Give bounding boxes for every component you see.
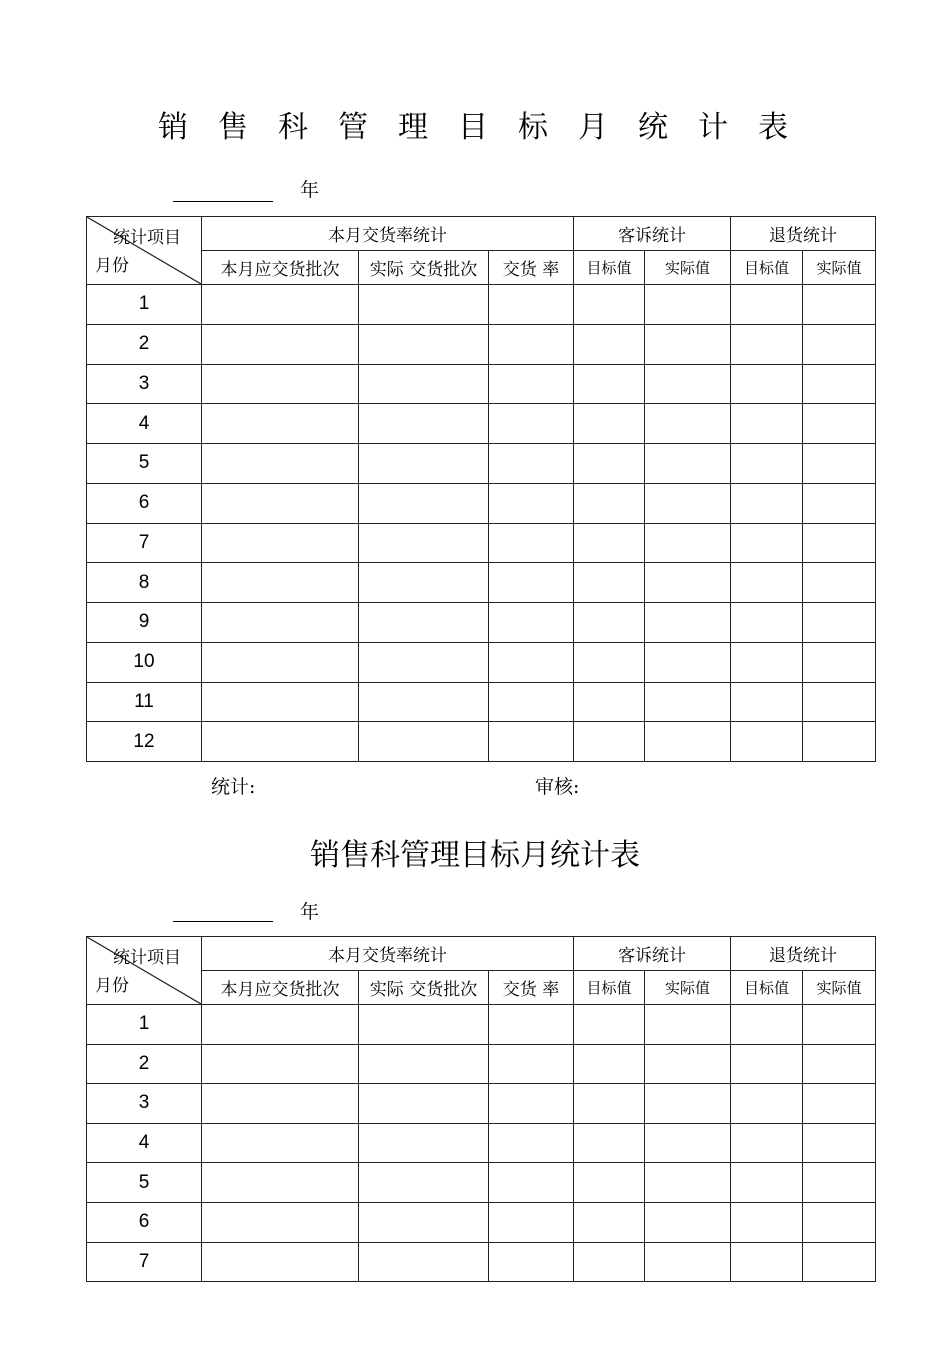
data-entry-cell[interactable] [359,404,489,444]
table-row [87,523,876,563]
data-entry-cell[interactable] [359,1202,489,1242]
data-entry-cell[interactable] [645,285,731,325]
data-entry-cell[interactable] [489,603,574,643]
data-entry-cell[interactable] [359,364,489,404]
data-entry-cell[interactable] [574,563,645,603]
month-number: 6 [87,483,202,523]
year-blank-second[interactable] [173,921,273,922]
group-return-header: 退货统计 [731,937,876,971]
data-entry-cell[interactable] [645,682,731,722]
stats-signoff-label: 统计: [211,776,256,798]
data-entry-cell[interactable] [731,722,803,762]
data-entry-cell[interactable] [803,1084,876,1124]
group-complaint-header: 客诉统计 [574,937,731,971]
diagonal-header-cell [87,937,202,1005]
table-row [87,364,876,404]
data-entry-cell[interactable] [574,444,645,484]
data-entry-cell[interactable] [359,1242,489,1282]
table-row [87,285,876,325]
data-entry-cell[interactable] [645,523,731,563]
data-entry-cell[interactable] [645,1084,731,1124]
data-entry-cell[interactable] [489,404,574,444]
data-entry-cell[interactable] [202,404,359,444]
month-number: 8 [87,563,202,603]
table-body [87,285,876,762]
data-entry-cell[interactable] [489,563,574,603]
month-number: 12 [87,722,202,762]
data-entry-cell[interactable] [803,1242,876,1282]
data-entry-cell[interactable] [202,1163,359,1203]
group-delivery-header: 本月交货率统计 [202,937,574,971]
data-entry-cell[interactable] [645,1242,731,1282]
col-planned-header: 本月应交货批次 [202,971,359,1005]
data-entry-cell[interactable] [202,722,359,762]
data-entry-cell[interactable] [803,563,876,603]
col-rate-header: 交货 率 [489,971,574,1005]
data-entry-cell[interactable] [731,603,803,643]
data-entry-cell[interactable] [202,563,359,603]
month-number: 7 [87,523,202,563]
month-number: 1 [87,1005,202,1045]
data-entry-cell[interactable] [489,1163,574,1203]
data-entry-cell[interactable] [803,483,876,523]
data-entry-cell[interactable] [645,1005,731,1045]
data-entry-cell[interactable] [731,1242,803,1282]
month-number: 2 [87,1044,202,1084]
table-row [87,483,876,523]
year-blank[interactable] [173,201,273,202]
data-entry-cell[interactable] [731,1005,803,1045]
data-entry-cell[interactable] [645,722,731,762]
year-label-second: 年 [300,901,320,923]
month-number: 11 [87,682,202,722]
data-entry-cell[interactable] [731,324,803,364]
monthly-stats-table-second [86,936,876,1282]
data-entry-cell[interactable] [803,1044,876,1084]
group-delivery-header: 本月交货率统计 [202,217,574,251]
data-entry-cell[interactable] [489,364,574,404]
data-entry-cell[interactable] [202,523,359,563]
month-number: 3 [87,364,202,404]
data-entry-cell[interactable] [359,563,489,603]
data-entry-cell[interactable] [803,364,876,404]
data-entry-cell[interactable] [489,642,574,682]
data-entry-cell[interactable] [359,603,489,643]
data-entry-cell[interactable] [645,642,731,682]
data-entry-cell[interactable] [359,523,489,563]
data-entry-cell[interactable] [489,1084,574,1124]
data-entry-cell[interactable] [574,285,645,325]
month-number: 2 [87,324,202,364]
table-row [87,1044,876,1084]
data-entry-cell[interactable] [574,1242,645,1282]
group-return-header: 退货统计 [731,217,876,251]
header-month-label: 月份 [95,256,129,276]
data-entry-cell[interactable] [574,523,645,563]
monthly-stats-table [86,216,876,762]
data-entry-cell[interactable] [731,285,803,325]
table-row [87,563,876,603]
month-number: 3 [87,1084,202,1124]
data-entry-cell[interactable] [645,1123,731,1163]
data-entry-cell[interactable] [359,1044,489,1084]
data-entry-cell[interactable] [574,1084,645,1124]
data-entry-cell[interactable] [359,1005,489,1045]
data-entry-cell[interactable] [803,1202,876,1242]
data-entry-cell[interactable] [574,483,645,523]
col-planned-header: 本月应交货批次 [202,251,359,285]
data-entry-cell[interactable] [731,1202,803,1242]
table-row [87,722,876,762]
data-entry-cell[interactable] [574,1163,645,1203]
page-title-second: 销售科管理目标月统计表 [310,838,640,873]
data-entry-cell[interactable] [645,404,731,444]
data-entry-cell[interactable] [803,444,876,484]
data-entry-cell[interactable] [489,1044,574,1084]
data-entry-cell[interactable] [803,1005,876,1045]
table-row [87,642,876,682]
data-entry-cell[interactable] [574,642,645,682]
data-entry-cell[interactable] [645,603,731,643]
table-row [87,1163,876,1203]
table-row [87,324,876,364]
data-entry-cell[interactable] [731,364,803,404]
data-entry-cell[interactable] [202,364,359,404]
data-entry-cell[interactable] [803,642,876,682]
data-entry-cell[interactable] [574,722,645,762]
data-entry-cell[interactable] [359,285,489,325]
data-entry-cell[interactable] [359,483,489,523]
data-entry-cell[interactable] [202,1005,359,1045]
data-entry-cell[interactable] [731,404,803,444]
group-complaint-header: 客诉统计 [574,217,731,251]
data-entry-cell[interactable] [359,1163,489,1203]
col-complaint-actual-header: 实际值 [645,251,731,285]
data-entry-cell[interactable] [803,1163,876,1203]
data-entry-cell[interactable] [574,404,645,444]
data-entry-cell[interactable] [803,603,876,643]
header-item-label: 统计项目 [113,948,181,968]
data-entry-cell[interactable] [645,444,731,484]
col-complaint-target-header: 目标值 [574,971,645,1005]
page-title: 销售科管理目标月统计表 [158,110,818,145]
data-entry-cell[interactable] [574,682,645,722]
month-number: 9 [87,603,202,643]
data-entry-cell[interactable] [359,642,489,682]
data-entry-cell[interactable] [574,1044,645,1084]
data-entry-cell[interactable] [202,483,359,523]
data-entry-cell[interactable] [202,285,359,325]
data-entry-cell[interactable] [359,682,489,722]
month-number: 5 [87,444,202,484]
data-entry-cell[interactable] [202,444,359,484]
data-entry-cell[interactable] [803,1123,876,1163]
data-entry-cell[interactable] [803,324,876,364]
col-return-actual-header: 实际值 [803,251,876,285]
data-entry-cell[interactable] [574,364,645,404]
data-entry-cell[interactable] [359,1084,489,1124]
month-number: 4 [87,404,202,444]
table-row [87,1123,876,1163]
month-number: 5 [87,1163,202,1203]
data-entry-cell[interactable] [731,1123,803,1163]
data-entry-cell[interactable] [489,483,574,523]
data-entry-cell[interactable] [803,682,876,722]
diagonal-header-cell [87,217,202,285]
data-entry-cell[interactable] [574,1202,645,1242]
table-row [87,444,876,484]
table-row [87,1202,876,1242]
data-entry-cell[interactable] [645,324,731,364]
data-entry-cell[interactable] [803,404,876,444]
data-entry-cell[interactable] [574,1005,645,1045]
table-row [87,404,876,444]
data-entry-cell[interactable] [645,1163,731,1203]
month-number: 4 [87,1123,202,1163]
month-number: 1 [87,285,202,325]
data-entry-cell[interactable] [645,483,731,523]
col-actual-batches-header: 实际 交货批次 [359,251,489,285]
data-entry-cell[interactable] [731,483,803,523]
data-entry-cell[interactable] [645,1202,731,1242]
data-entry-cell[interactable] [574,1123,645,1163]
data-entry-cell[interactable] [731,1044,803,1084]
col-return-target-header: 目标值 [731,251,803,285]
data-entry-cell[interactable] [574,603,645,643]
col-return-target-header: 目标值 [731,971,803,1005]
col-actual-batches-header: 实际 交货批次 [359,971,489,1005]
data-entry-cell[interactable] [645,1044,731,1084]
data-entry-cell[interactable] [489,1005,574,1045]
table-row [87,1084,876,1124]
data-entry-cell[interactable] [803,722,876,762]
data-entry-cell[interactable] [489,682,574,722]
data-entry-cell[interactable] [202,1044,359,1084]
col-complaint-target-header: 目标值 [574,251,645,285]
col-complaint-actual-header: 实际值 [645,971,731,1005]
data-entry-cell[interactable] [489,444,574,484]
data-entry-cell[interactable] [202,1123,359,1163]
data-entry-cell[interactable] [202,682,359,722]
data-entry-cell[interactable] [731,1084,803,1124]
data-entry-cell[interactable] [202,1084,359,1124]
data-entry-cell[interactable] [489,722,574,762]
data-entry-cell[interactable] [202,1202,359,1242]
data-entry-cell[interactable] [489,1123,574,1163]
table-row [87,1242,876,1282]
header-item-label: 统计项目 [113,228,181,248]
data-entry-cell[interactable] [731,523,803,563]
data-entry-cell[interactable] [489,1242,574,1282]
data-entry-cell[interactable] [202,1242,359,1282]
data-entry-cell[interactable] [359,722,489,762]
month-number: 6 [87,1202,202,1242]
data-entry-cell[interactable] [359,444,489,484]
year-label: 年 [300,179,320,201]
data-entry-cell[interactable] [574,324,645,364]
table-row [87,603,876,643]
data-entry-cell[interactable] [645,563,731,603]
month-number: 10 [87,642,202,682]
col-rate-header: 交货 率 [489,251,574,285]
month-number: 7 [87,1242,202,1282]
data-entry-cell[interactable] [202,324,359,364]
data-entry-cell[interactable] [489,285,574,325]
data-entry-cell[interactable] [202,603,359,643]
data-entry-cell[interactable] [731,563,803,603]
data-entry-cell[interactable] [731,1163,803,1203]
data-entry-cell[interactable] [731,642,803,682]
table-row [87,682,876,722]
header-month-label: 月份 [95,976,129,996]
table-body [87,1005,876,1282]
data-entry-cell[interactable] [359,324,489,364]
review-signoff-label: 审核: [535,776,580,798]
data-entry-cell[interactable] [359,1123,489,1163]
data-entry-cell[interactable] [803,523,876,563]
data-entry-cell[interactable] [489,324,574,364]
data-entry-cell[interactable] [645,364,731,404]
data-entry-cell[interactable] [489,1202,574,1242]
col-return-actual-header: 实际值 [803,971,876,1005]
data-entry-cell[interactable] [731,444,803,484]
data-entry-cell[interactable] [202,642,359,682]
table-row [87,1005,876,1045]
data-entry-cell[interactable] [731,682,803,722]
data-entry-cell[interactable] [803,285,876,325]
data-entry-cell[interactable] [489,523,574,563]
